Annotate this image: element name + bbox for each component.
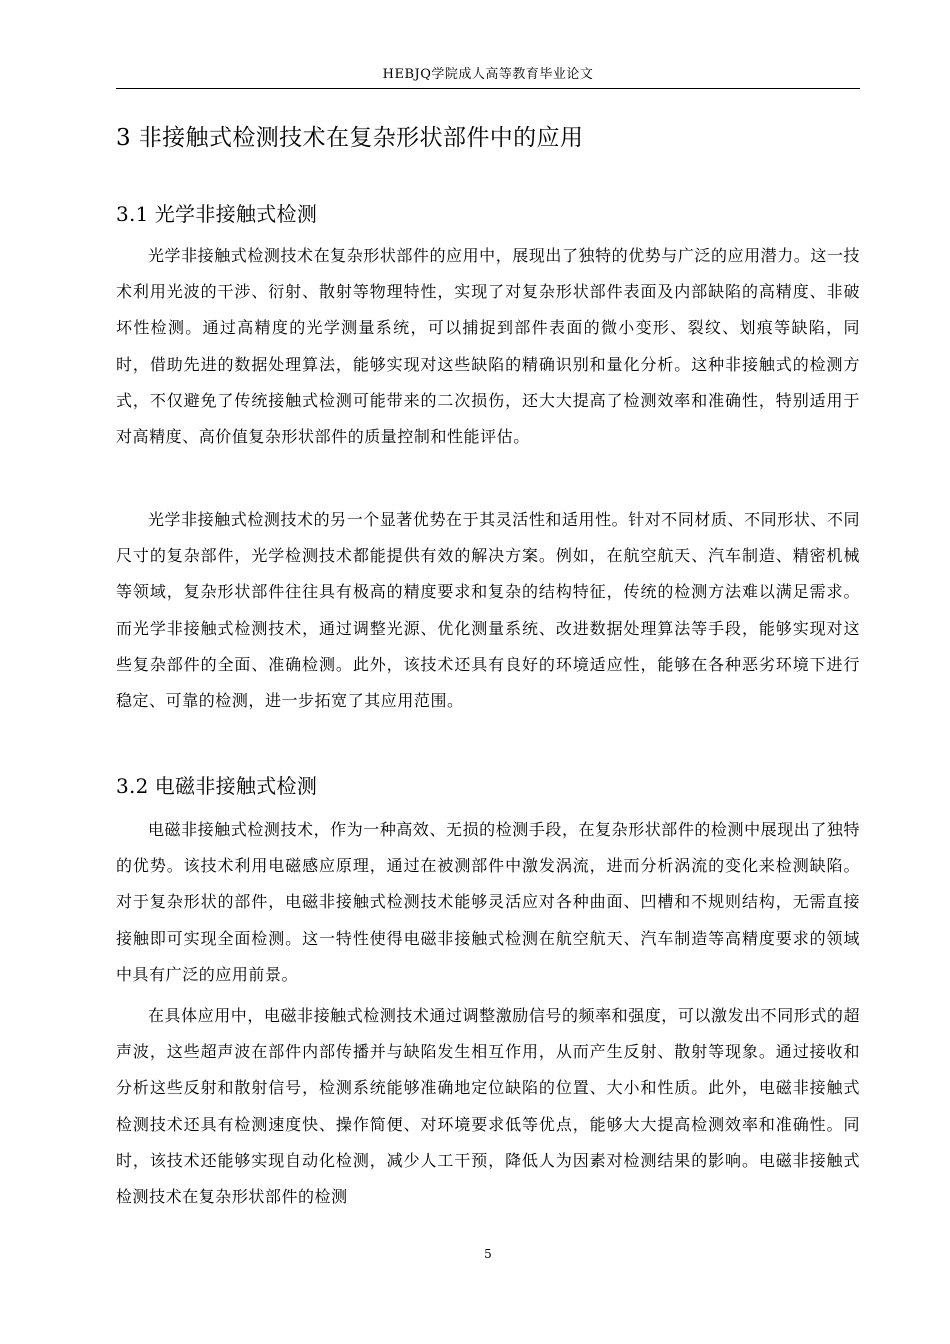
section-heading-3-2	[116, 771, 860, 801]
paragraph: 在具体应用中，电磁非接触式检测技术通过调整激励信号的频率和强度，可以激发出不同形式的超声波，这些超声波在部件内部传播并与缺陷发生相互作用，从而产生反射、散射等现象。通过接收和分析这些反射和散射信号，检测系统能够准确地定位缺陷的位置、大小和性质。此外，电磁非接触式检测技术还具有检测速度快、操作简便、对环境要求低等优点，能够大大提高检测效率和准确性。同时，该技术还能够实现自动化检测，减少人工干预，降低人为因素对检测结果的影响。电磁非接触式检测技术在复杂形状部件的检测	[116, 1006, 860, 1207]
running-header: HEBJQ学院成人高等教育毕业论文	[382, 67, 594, 82]
section-title: 光学非接触式检测	[154, 202, 318, 226]
section-number: 3.1	[116, 202, 149, 226]
paragraph: 电磁非接触式检测技术，作为一种高效、无损的检测手段，在复杂形状部件的检测中展现出了独特的优势。该技术利用电磁感应原理，通过在被测部件中激发涡流，进而分析涡流的变化来检测缺陷。对于复杂形状的部件，电磁非接触式检测技术能够灵活应对各种曲面、凹槽和不规则结构，无需直接接触即可实现全面检测。这一特性使得电磁非接触式检测在航空航天、汽车制造等高精度要求的领域中具有广泛的应用前景。	[116, 820, 860, 984]
section-number: 3.2	[116, 774, 149, 798]
section-heading-3-1	[116, 199, 860, 229]
page-number: 5	[484, 1247, 492, 1261]
paragraph: 光学非接触式检测技术的另一个显著优势在于其灵活性和适用性。针对不同材质、不同形状、不同尺寸的复杂部件，光学检测技术都能提供有效的解决方案。例如，在航空航天、汽车制造、精密机械等领域，复杂形状部件往往具有极高的精度要求和复杂的结构特征，传统的检测方法难以满足需求。而光学非接触式检测技术，通过调整光源、优化测量系统、改进数据处理算法等手段，能够实现对这些复杂部件的全面、准确检测。此外，该技术还具有良好的环境适应性，能够在各种恶劣环境下进行稳定、可靠的检测，进一步拓宽了其应用范围。	[116, 510, 860, 711]
chapter-title: 3 非接触式检测技术在复杂形状部件中的应用	[116, 125, 584, 151]
header-rule	[116, 88, 860, 89]
section-title: 电磁非接触式检测	[154, 774, 318, 798]
paragraph: 光学非接触式检测技术在复杂形状部件的应用中，展现出了独特的优势与广泛的应用潜力。这一技术利用光波的干涉、衍射、散射等物理特性，实现了对复杂形状部件表面及内部缺陷的高精度、非破坏性检测。通过高精度的光学测量系统，可以捕捉到部件表面的微小变形、裂纹、划痕等缺陷，同时，借助先进的数据处理算法，能够实现对这些缺陷的精确识别和量化分析。这种非接触式的检测方式，不仅避免了传统接触式检测可能带来的二次损伤，还大大提高了检测效率和准确性，特别适用于对高精度、高价值复杂形状部件的质量控制和性能评估。	[116, 246, 860, 447]
